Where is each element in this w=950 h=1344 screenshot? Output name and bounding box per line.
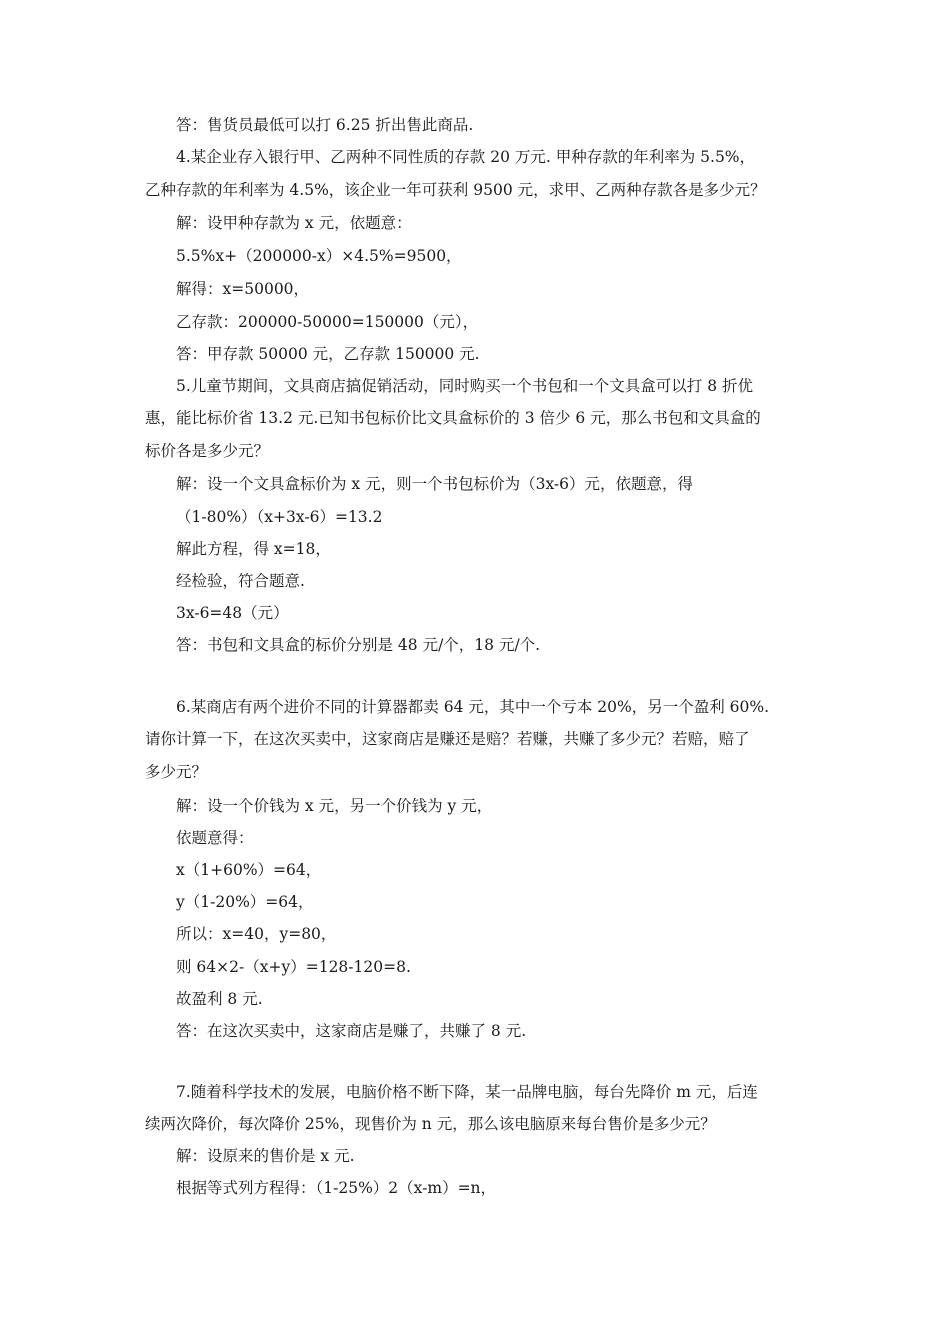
equation-line: x（1+60%）=64，	[176, 861, 322, 879]
text-line: 故盈利 8 元.	[176, 990, 263, 1008]
text-line: 乙种存款的年利率为 4.5%，该企业一年可获利 9500 元，求甲、乙两种存款各是多少元？	[145, 181, 766, 199]
text-line: 惠，能比标价省 13.2 元.已知书包标价比文具盒标价的 3 倍少 6 元，那么书包和文具盒的	[145, 409, 761, 427]
problem-5-title: 5.儿童节期间，文具商店搞促销活动，同时购买一个书包和一个文具盒可以打 8 折优	[176, 377, 754, 395]
problem-6-title: 6.某商店有两个进价不同的计算器都卖 64 元，其中一个亏本 20%，另一个盈利 60%.	[176, 698, 770, 716]
text-line: 续两次降价，每次降价 25%，现售价为 n 元，那么该电脑原来每台售价是多少元？	[145, 1115, 716, 1133]
problem-7-title: 7.随着科学技术的发展，电脑价格不断下降，某一品牌电脑，每台先降价 m 元，后连	[176, 1083, 758, 1101]
text-line: 请你计算一下，在这次买卖中，这家商店是赚还是赔？若赚，共赚了多少元？若赔，赔了	[145, 730, 750, 748]
equation-line: （1-80%）（x+3x-6）=13.2	[176, 508, 383, 526]
problem-4-title: 4.某企业存入银行甲、乙两种不同性质的存款 20 万元. 甲种存款的年利率为 5.5%，	[176, 148, 756, 166]
text-line: 乙存款：200000-50000=150000（元），	[176, 313, 479, 331]
text-line: 解：设原来的售价是 x 元.	[176, 1147, 355, 1165]
equation-line: 3x-6=48（元）	[176, 604, 289, 622]
answer-line: 答：书包和文具盒的标价分别是 48 元/个，18 元/个.	[176, 636, 541, 654]
text-line: 多少元？	[145, 763, 208, 781]
text-line: 依题意得：	[176, 829, 254, 847]
equation-line: 5.5%x+（200000-x）×4.5%=9500，	[176, 247, 462, 265]
text-line: 解：设一个价钱为 x 元，另一个价钱为 y 元，	[176, 797, 493, 815]
text-line: 解此方程，得 x=18，	[176, 540, 331, 558]
text-line: 解得：x=50000，	[176, 280, 310, 298]
text-line: 标价各是多少元？	[145, 442, 270, 460]
text-line: 解：设甲种存款为 x 元，依题意：	[176, 214, 412, 232]
text-line: 经检验，符合题意.	[176, 572, 305, 590]
answer-line: 答：在这次买卖中，这家商店是赚了，共赚了 8 元.	[176, 1022, 527, 1040]
equation-line: 所以：x=40，y=80，	[176, 925, 337, 943]
answer-line: 答：甲存款 50000 元，乙存款 150000 元.	[176, 345, 480, 363]
text-line: 解：设一个文具盒标价为 x 元，则一个书包标价为（3x-6）元，依题意，得	[176, 475, 694, 493]
equation-line: 则 64×2-（x+y）=128-120=8.	[176, 958, 411, 976]
text-line: 答：售货员最低可以打 6.25 折出售此商品.	[176, 116, 474, 134]
equation-line: y（1-20%）=64，	[176, 893, 314, 911]
equation-line: 根据等式列方程得：（1-25%）2（x-m）=n，	[176, 1179, 497, 1197]
